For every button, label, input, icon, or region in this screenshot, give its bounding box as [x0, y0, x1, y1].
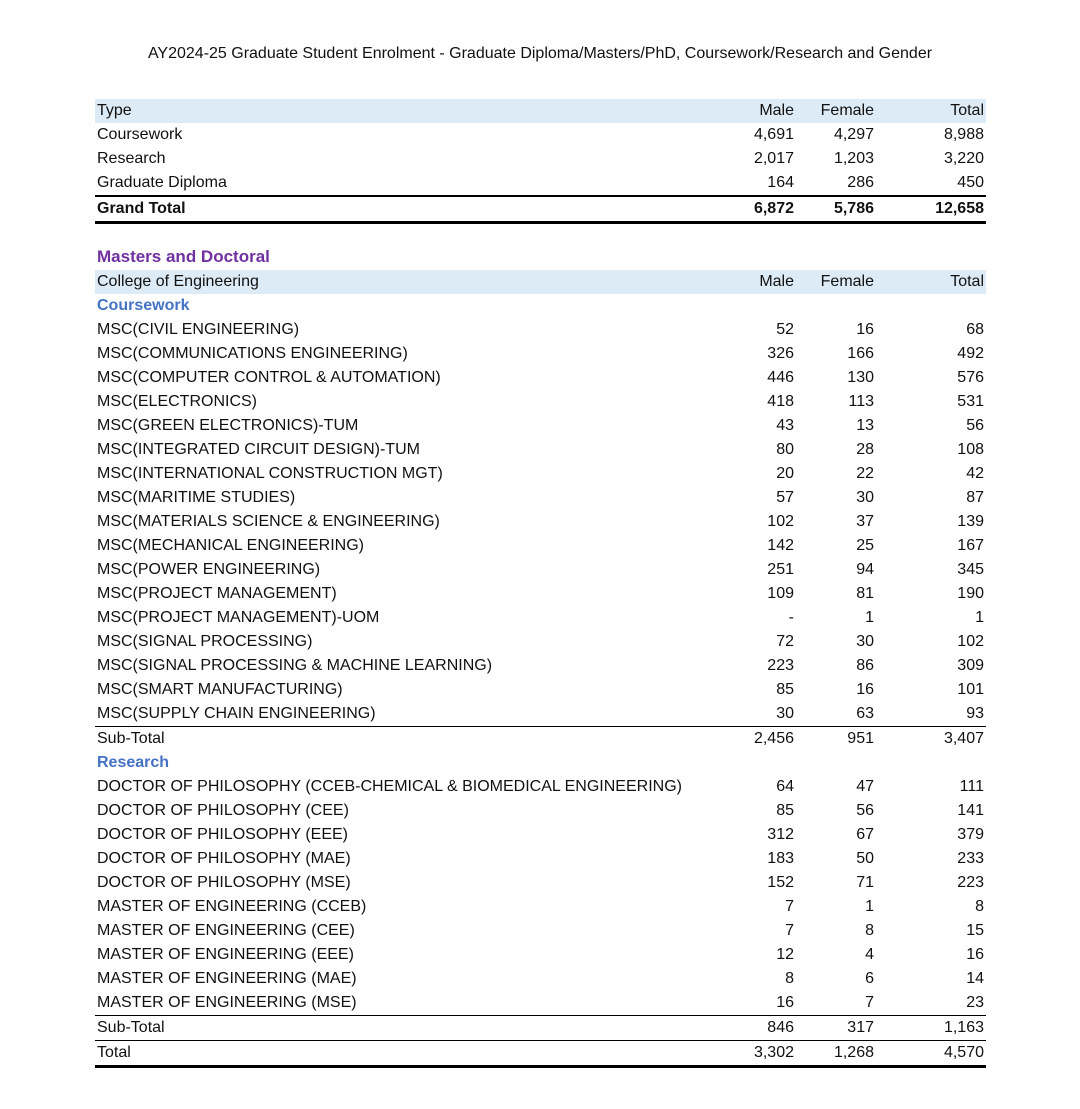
masters-header-row	[95, 270, 986, 294]
male-value: 72	[776, 633, 794, 650]
research-category	[95, 751, 986, 775]
row-label: MASTER OF ENGINEERING (CCEB)	[97, 898, 367, 915]
row-label: Coursework	[97, 126, 183, 143]
male-value: 312	[767, 826, 794, 843]
female-header: Female	[796, 270, 876, 294]
female-value: 71	[856, 874, 874, 891]
male-value: 418	[767, 393, 794, 410]
row-label: MSC(MECHANICAL ENGINEERING)	[97, 537, 364, 554]
total-value: 68	[966, 321, 984, 338]
female-value: 4	[865, 946, 874, 963]
row-label: Total	[95, 1041, 701, 1067]
male-value: 109	[767, 585, 794, 602]
female-value: 22	[856, 465, 874, 482]
section-title: Masters and Doctoral	[97, 247, 270, 266]
total-value: 101	[957, 681, 984, 698]
table-row	[95, 919, 986, 943]
total-value: 3,407	[876, 727, 986, 752]
row-label: MSC(MATERIALS SCIENCE & ENGINEERING)	[97, 513, 440, 530]
total-row	[95, 1041, 986, 1067]
male-value: 20	[776, 465, 794, 482]
table-row	[95, 606, 986, 630]
total-value: 1	[975, 609, 984, 626]
male-value: 102	[767, 513, 794, 530]
row-label: DOCTOR OF PHILOSOPHY (CEE)	[97, 802, 349, 819]
female-value: 166	[847, 345, 874, 362]
total-value: 23	[966, 994, 984, 1011]
row-label: DOCTOR OF PHILOSOPHY (MSE)	[97, 874, 351, 891]
male-value: 16	[776, 994, 794, 1011]
total-value: 233	[957, 850, 984, 867]
row-label: DOCTOR OF PHILOSOPHY (MAE)	[97, 850, 351, 867]
male-value: 164	[767, 174, 794, 191]
table-row	[95, 390, 986, 414]
male-value: 4,691	[753, 126, 794, 143]
table-row	[95, 967, 986, 991]
male-header: Male	[701, 270, 796, 294]
male-value: 6,872	[701, 196, 796, 223]
table-row	[95, 462, 986, 486]
male-value: 43	[776, 417, 794, 434]
female-value: 130	[847, 369, 874, 386]
female-value: 1	[865, 898, 874, 915]
female-value: 7	[865, 994, 874, 1011]
row-label: DOCTOR OF PHILOSOPHY (EEE)	[97, 826, 349, 843]
type-header: Type	[95, 99, 701, 123]
table-row	[95, 414, 986, 438]
male-value: 446	[767, 369, 794, 386]
total-value: 379	[957, 826, 984, 843]
total-value: 141	[957, 802, 984, 819]
male-value: 142	[767, 537, 794, 554]
table-row	[95, 630, 986, 654]
row-label: MSC(SUPPLY CHAIN ENGINEERING)	[97, 705, 376, 722]
total-value: 108	[957, 441, 984, 458]
female-value: 5,786	[796, 196, 876, 223]
female-value: 1,268	[796, 1041, 876, 1067]
table-row	[95, 486, 986, 510]
table-row	[95, 823, 986, 847]
table-row	[95, 991, 986, 1016]
row-label: MSC(CIVIL ENGINEERING)	[97, 321, 300, 338]
male-value: 223	[767, 657, 794, 674]
total-value: 223	[957, 874, 984, 891]
research-subtotal-row	[95, 1016, 986, 1041]
masters-table	[95, 270, 986, 1068]
table-row	[95, 847, 986, 871]
female-value: 94	[856, 561, 874, 578]
table-row	[95, 799, 986, 823]
female-value: 16	[856, 681, 874, 698]
total-value: 14	[966, 970, 984, 987]
total-value: 16	[966, 946, 984, 963]
female-value: 1	[865, 609, 874, 626]
male-value: 3,302	[701, 1041, 796, 1067]
row-label: Research	[97, 150, 166, 167]
female-value: 4,297	[833, 126, 874, 143]
female-value: 16	[856, 321, 874, 338]
summary-table	[95, 99, 986, 224]
male-value: 7	[785, 922, 794, 939]
female-value: 113	[848, 393, 874, 410]
male-value: 64	[776, 778, 794, 795]
female-value: 86	[856, 657, 874, 674]
row-label: MSC(SIGNAL PROCESSING & MACHINE LEARNING)	[97, 657, 493, 674]
table-row	[95, 943, 986, 967]
total-value: 139	[957, 513, 984, 530]
table-row	[95, 654, 986, 678]
female-value: 8	[865, 922, 874, 939]
table-row	[95, 702, 986, 727]
row-label: MSC(INTEGRATED CIRCUIT DESIGN)-TUM	[97, 441, 420, 458]
page-title: AY2024-25 Graduate Student Enrolment - Graduate Diploma/Masters/PhD, Coursework/Research and Gender	[147, 45, 933, 62]
row-label: MSC(ELECTRONICS)	[97, 393, 258, 410]
female-value: 47	[856, 778, 874, 795]
total-value: 56	[966, 417, 984, 434]
male-value: 12	[776, 946, 794, 963]
row-label: MSC(INTERNATIONAL CONSTRUCTION MGT)	[97, 465, 443, 482]
total-value: 531	[957, 393, 984, 410]
category-label: Research	[97, 754, 170, 771]
male-value: 183	[767, 850, 794, 867]
male-value: 2,017	[753, 150, 794, 167]
female-value: 25	[856, 537, 874, 554]
total-value: 111	[959, 778, 984, 795]
table-row	[95, 438, 986, 462]
row-label: Sub-Total	[95, 727, 701, 752]
table-row	[95, 366, 986, 390]
grand-total-row	[95, 196, 986, 223]
male-value: 251	[767, 561, 794, 578]
female-value: 81	[856, 585, 874, 602]
female-value: 63	[856, 705, 874, 722]
row-label: MASTER OF ENGINEERING (CEE)	[97, 922, 355, 939]
row-label: MSC(GREEN ELECTRONICS)-TUM	[97, 417, 359, 434]
row-label: MASTER OF ENGINEERING (MAE)	[97, 970, 357, 987]
male-value: 52	[776, 321, 794, 338]
row-label: MSC(PROJECT MANAGEMENT)	[97, 585, 337, 602]
male-value: 846	[701, 1016, 796, 1041]
row-label: MSC(POWER ENGINEERING)	[97, 561, 321, 578]
category-label: Coursework	[97, 297, 190, 314]
total-value: 8,988	[943, 126, 984, 143]
total-value: 15	[966, 922, 984, 939]
female-value: 6	[865, 970, 874, 987]
female-value: 67	[856, 826, 874, 843]
female-value: 13	[856, 417, 874, 434]
row-label: MASTER OF ENGINEERING (EEE)	[97, 946, 354, 963]
total-value: 492	[957, 345, 984, 362]
female-value: 56	[856, 802, 874, 819]
row-label: MSC(COMPUTER CONTROL & AUTOMATION)	[97, 369, 441, 386]
male-value: 152	[767, 874, 794, 891]
female-value: 951	[796, 727, 876, 752]
female-value: 30	[856, 633, 874, 650]
male-value: 326	[767, 345, 794, 362]
table-row	[95, 582, 986, 606]
male-value: 85	[776, 681, 794, 698]
total-value: 309	[957, 657, 984, 674]
table-row	[95, 342, 986, 366]
table-row	[95, 534, 986, 558]
row-label: MSC(SMART MANUFACTURING)	[97, 681, 343, 698]
total-header: Total	[876, 99, 986, 123]
table-row	[95, 678, 986, 702]
male-header: Male	[701, 99, 796, 123]
row-label: Graduate Diploma	[97, 174, 227, 191]
male-value: 7	[785, 898, 794, 915]
total-value: 87	[966, 489, 984, 506]
female-value: 28	[856, 441, 874, 458]
total-value: 3,220	[943, 150, 984, 167]
female-value: 1,203	[833, 150, 874, 167]
female-value: 286	[847, 174, 874, 191]
female-value: 50	[856, 850, 874, 867]
table-row	[95, 171, 986, 196]
table-row	[95, 895, 986, 919]
male-value: 2,456	[701, 727, 796, 752]
total-value: 93	[966, 705, 984, 722]
row-label: Sub-Total	[95, 1016, 701, 1041]
female-value: 317	[796, 1016, 876, 1041]
total-header: Total	[876, 270, 986, 294]
total-value: 167	[957, 537, 984, 554]
total-value: 42	[966, 465, 984, 482]
total-value: 450	[957, 174, 984, 191]
male-value: 80	[776, 441, 794, 458]
coursework-subtotal-row	[95, 727, 986, 752]
table-row	[95, 123, 986, 147]
male-value: 85	[776, 802, 794, 819]
total-value: 102	[957, 633, 984, 650]
male-value: 30	[776, 705, 794, 722]
total-value: 1,163	[876, 1016, 986, 1041]
row-label: MSC(COMMUNICATIONS ENGINEERING)	[97, 345, 408, 362]
male-value: 57	[776, 489, 794, 506]
summary-header-row	[95, 99, 986, 123]
table-row	[95, 558, 986, 582]
female-header: Female	[796, 99, 876, 123]
row-label: MSC(SIGNAL PROCESSING)	[97, 633, 313, 650]
row-label: MASTER OF ENGINEERING (MSE)	[97, 994, 357, 1011]
total-value: 576	[957, 369, 984, 386]
male-value: 8	[785, 970, 794, 987]
college-header: College of Engineering	[95, 270, 701, 294]
row-label: MSC(PROJECT MANAGEMENT)-UOM	[97, 609, 380, 626]
total-value: 190	[957, 585, 984, 602]
row-label: Grand Total	[95, 196, 701, 223]
total-value: 8	[975, 898, 984, 915]
row-label: MSC(MARITIME STUDIES)	[97, 489, 296, 506]
table-row	[95, 318, 986, 342]
total-value: 345	[957, 561, 984, 578]
table-row	[95, 871, 986, 895]
row-label: DOCTOR OF PHILOSOPHY (CCEB-CHEMICAL & BIOMEDICAL ENGINEERING)	[97, 778, 682, 795]
coursework-category	[95, 294, 986, 318]
table-row	[95, 510, 986, 534]
total-value: 4,570	[876, 1041, 986, 1067]
table-row	[95, 147, 986, 171]
male-value: -	[788, 609, 794, 626]
female-value: 37	[856, 513, 874, 530]
total-value: 12,658	[876, 196, 986, 223]
table-row	[95, 775, 986, 799]
female-value: 30	[856, 489, 874, 506]
